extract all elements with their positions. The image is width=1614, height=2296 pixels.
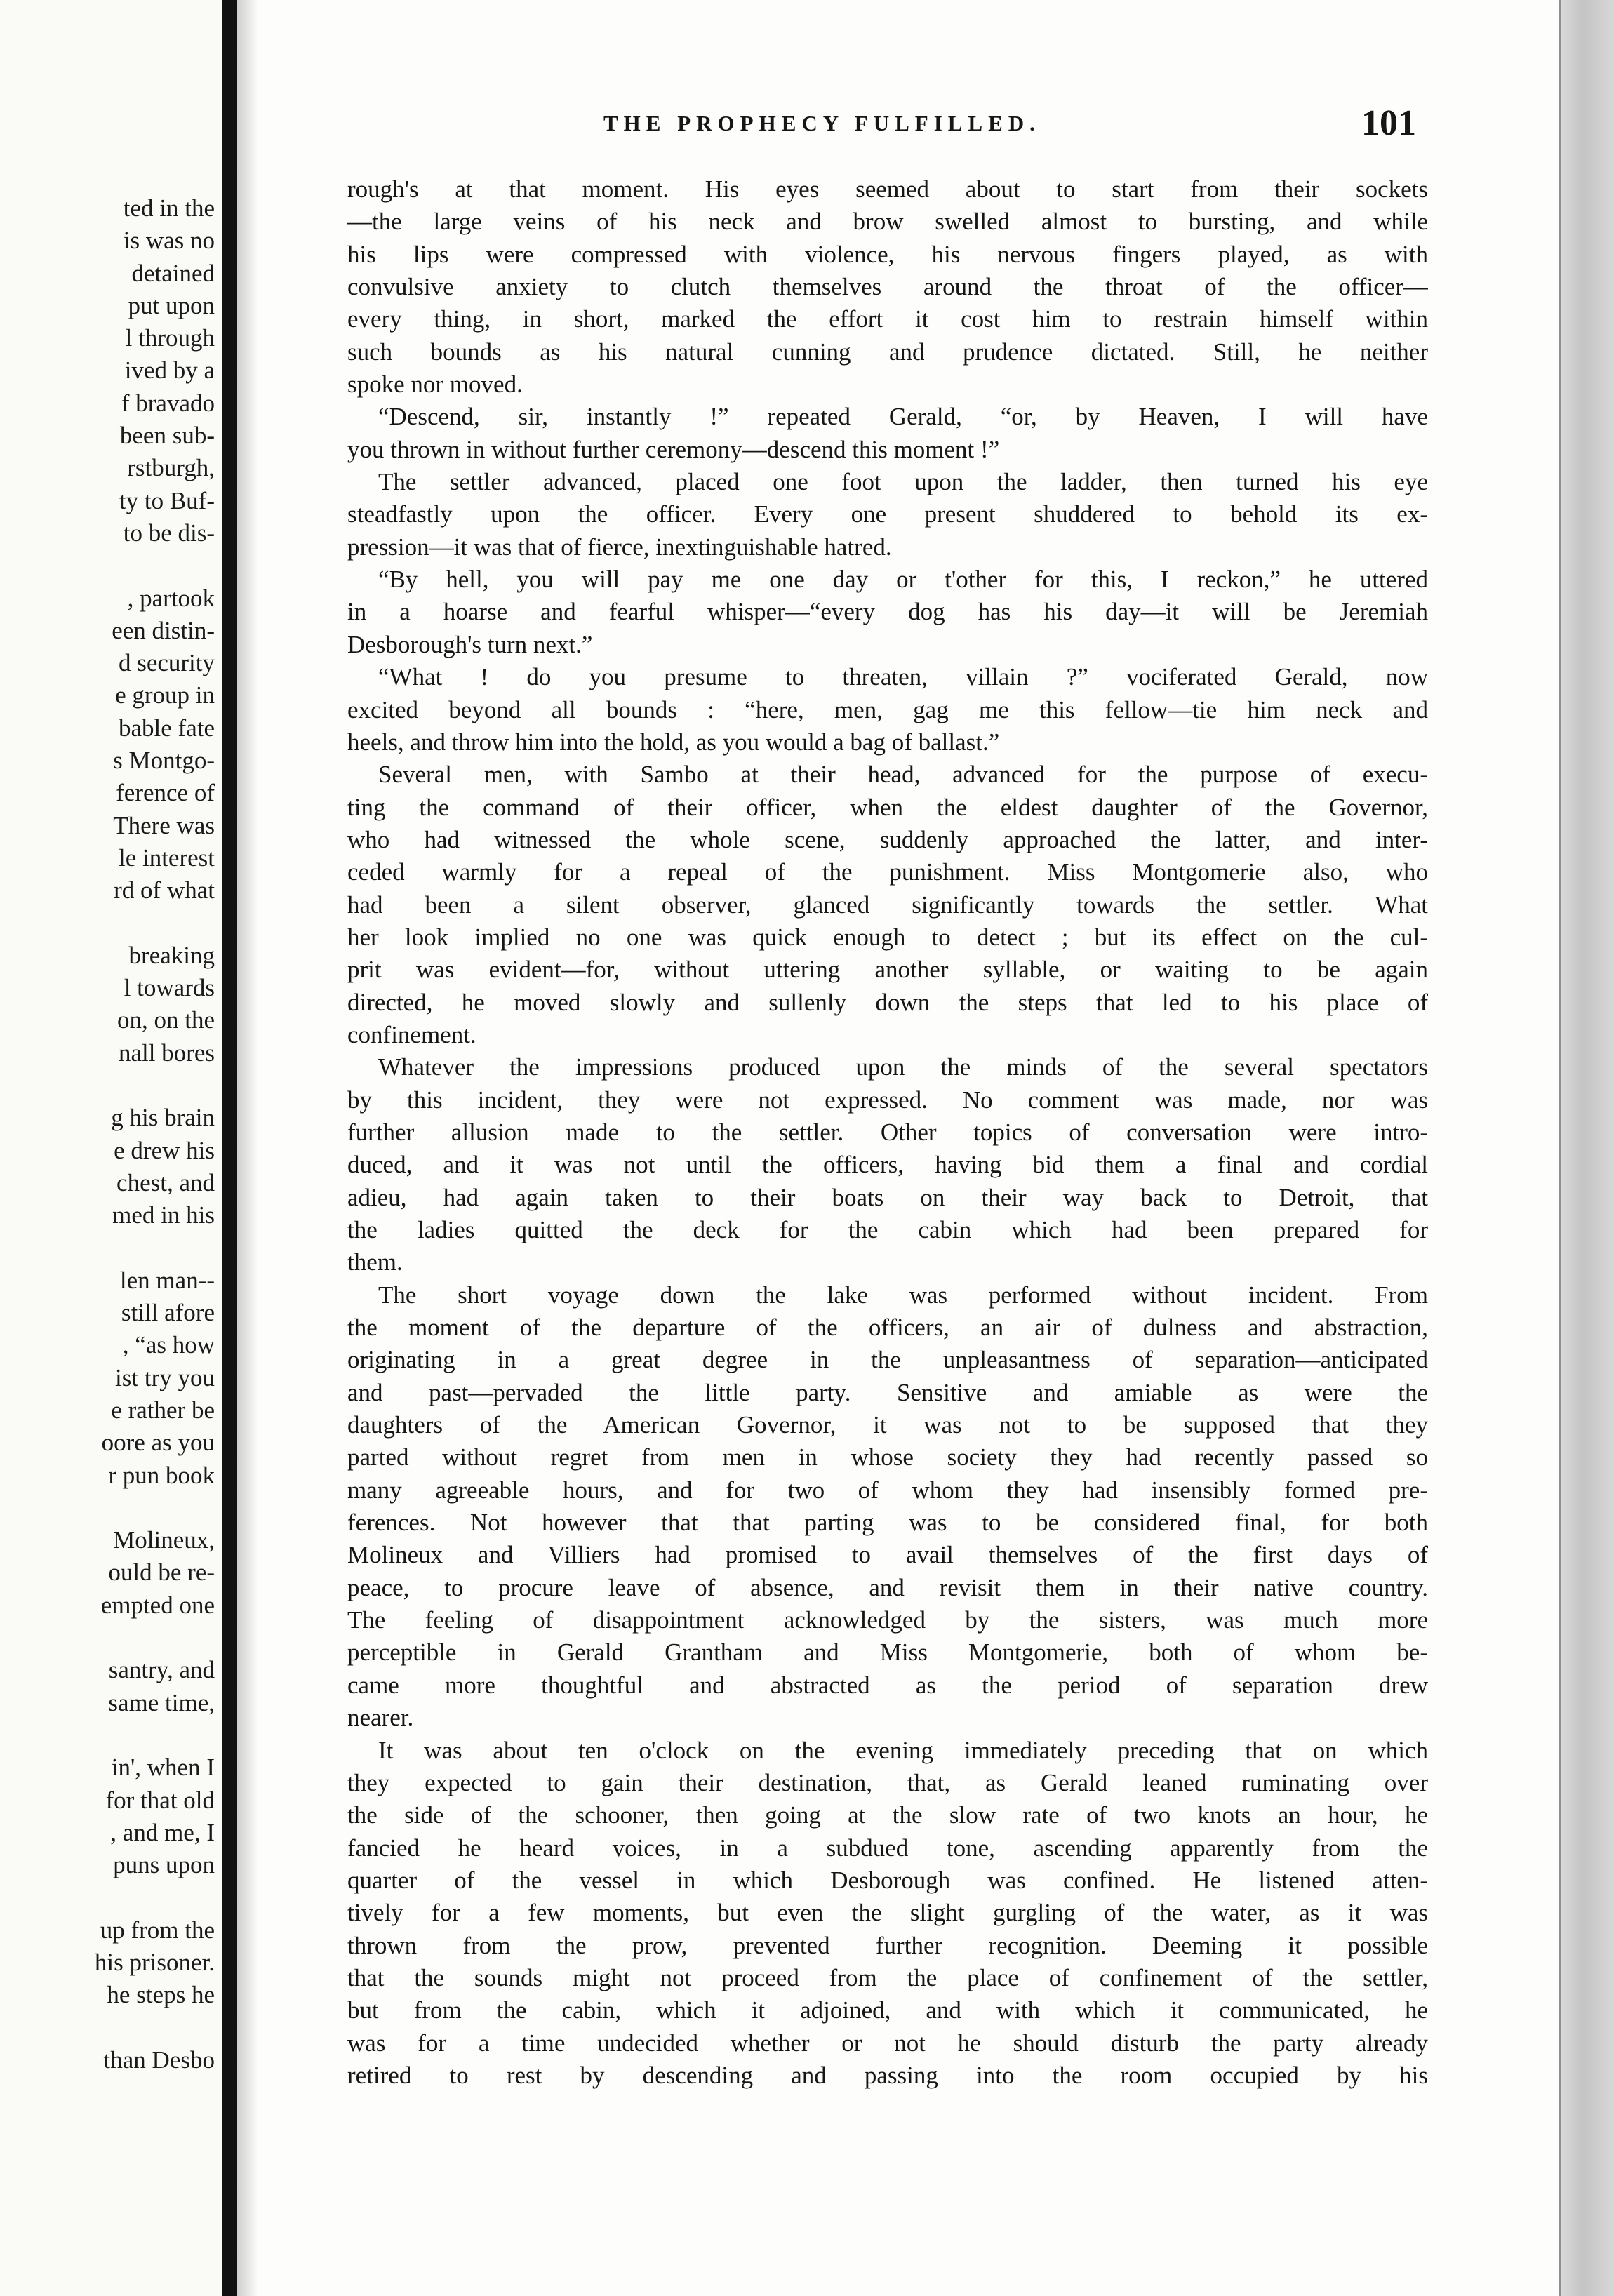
running-head	[603, 103, 1416, 147]
left-page-fragment-line: ould be re-	[108, 1559, 215, 1587]
body-text-line: daughters of the American Governor, it was not to be supposed that they	[347, 1411, 1428, 1439]
body-text-line: prit was evident—for, without uttering another syllable, or waiting to be again	[347, 956, 1428, 984]
left-page-fragment-line: ference of	[116, 779, 215, 807]
left-page	[0, 0, 222, 2296]
body-text-line: the moment of the departure of the officers, an air of dulness and abstraction,	[347, 1314, 1428, 1342]
left-page-fragment-line	[0, 1232, 219, 1264]
body-text-line: parted without regret from men in whose society they had recently passed so	[347, 1443, 1428, 1471]
body-text-line: them.	[347, 1248, 403, 1276]
body-text-line: the ladies quitted the deck for the cabin which had been prepared for	[347, 1216, 1428, 1243]
left-page-fragment-line: breaking	[128, 941, 215, 969]
left-page-fragment-line: g his brain	[111, 1104, 215, 1132]
left-page-fragment-line: empted one	[100, 1591, 215, 1619]
left-page-fragment-line: chest, and	[116, 1168, 215, 1196]
left-page-fragment-line: ty to Buf-	[119, 486, 215, 514]
left-page-fragment-line: len man--	[119, 1266, 215, 1294]
body-text-line: the side of the schooner, then going at the slow rate of two knots an hour, he	[347, 1801, 1428, 1829]
left-page-fragment-line: f bravado	[121, 389, 215, 417]
book-spine	[222, 0, 237, 2296]
page-fore-edge	[1561, 0, 1614, 2296]
body-text-line: was for a time undecided whether or not he should disturb the party already	[347, 2029, 1428, 2057]
left-page-fragment-line: rd of what	[114, 876, 215, 905]
left-page-fragment-line: l towards	[124, 974, 215, 1002]
body-text-line: every thing, in short, marked the effort it cost him to restrain himself within	[347, 305, 1428, 333]
left-page-fragment-line: he steps he	[107, 1981, 215, 2009]
left-page-fragment-line: rstburgh,	[127, 454, 215, 482]
left-page-fragment-line: ived by a	[124, 356, 215, 385]
body-text-line: they expected to gain their destination, that, as Gerald leaned ruminating over	[347, 1768, 1428, 1796]
body-text-line: “By hell, you will pay me one day or t'other for this, I reckon,” he uttered	[378, 566, 1428, 594]
left-page-fragment-line: r pun book	[108, 1461, 215, 1489]
left-page-fragment-line: santry, and	[108, 1656, 215, 1684]
body-text-line: thrown from the prow, prevented further recognition. Deeming it possible	[347, 1931, 1428, 1959]
left-page-fragment-line	[0, 1622, 219, 1654]
body-text-line: —the large veins of his neck and brow swelled almost to bursting, and while	[347, 208, 1428, 236]
left-page-fragment-line: still afore	[121, 1299, 215, 1327]
body-text-line: convulsive anxiety to clutch themselves around the throat of the officer—	[347, 273, 1428, 301]
left-page-fragment-line: Molineux,	[113, 1526, 215, 1554]
body-text-line: originating in a great degree in the unpleasantness of separation—anticipated	[347, 1346, 1428, 1374]
body-text-line: by this incident, they were not expressed. No comment was made, nor was	[347, 1086, 1428, 1114]
left-page-fragment-line: detained	[131, 259, 215, 287]
body-text-line: Molineux and Villiers had promised to avail themselves of the first days of	[347, 1541, 1428, 1569]
body-text-line: who had witnessed the whole scene, suddenly approached the latter, and inter-	[347, 825, 1428, 853]
body-text-line: tively for a few moments, but even the slight gurgling of the water, as it was	[347, 1899, 1428, 1927]
left-page-fragment-line: e rather be	[111, 1396, 215, 1424]
left-page-fragment-line: e drew his	[114, 1136, 215, 1164]
body-text-line: further allusion made to the settler. Other topics of conversation were intro-	[347, 1118, 1428, 1146]
body-text-line: “What ! do you presume to threaten, villain ?” vociferated Gerald, now	[378, 663, 1428, 691]
body-text-line: retired to rest by descending and passing into the room occupied by his	[347, 2061, 1428, 2089]
left-page-fragment-line: on, on the	[116, 1006, 215, 1034]
body-text-line: ceded warmly for a repeal of the punishment. Miss Montgomerie also, who	[347, 858, 1428, 886]
body-text-line: fancied he heard voices, in a subdued tone, ascending apparently from the	[347, 1834, 1428, 1862]
body-text-line: Several men, with Sambo at their head, advanced for the purpose of execu-	[378, 761, 1428, 789]
body-text-line: steadfastly upon the officer. Every one present shuddered to behold its ex-	[347, 500, 1428, 528]
left-page-fragment-line: same time,	[108, 1688, 215, 1716]
left-page-fragment-line: , “as how	[122, 1331, 215, 1359]
left-page-fragment-line: s Montgo-	[113, 747, 215, 775]
left-page-fragment-line	[0, 907, 219, 940]
left-page-fragment-line	[0, 1719, 219, 1751]
body-text-line: ting the command of their officer, when the eldest daughter of the Governor,	[347, 793, 1428, 821]
body-text-line: that the sounds might not proceed from the place of confinement of the settler,	[347, 1963, 1428, 1991]
left-page-fragment-line: up from the	[100, 1916, 215, 1944]
left-page-fragment-line: bable fate	[119, 714, 215, 742]
left-page-fragment-line: oore as you	[101, 1429, 215, 1457]
left-page-fragment-line: for that old	[105, 1786, 215, 1814]
body-text-line: had been a silent observer, glanced significantly towards the settler. What	[347, 890, 1428, 919]
body-text-line: heels, and throw him into the hold, as you would a bag of ballast.”	[347, 728, 1000, 756]
body-text-line: ferences. Not however that that parting was to be considered final, for both	[347, 1509, 1428, 1537]
body-text-line: perceptible in Gerald Grantham and Miss Montgomerie, both of whom be-	[347, 1638, 1428, 1667]
left-page-fragment-line: put upon	[128, 291, 215, 319]
body-text-line: excited beyond all bounds : “here, men, gag me this fellow—tie him neck and	[347, 695, 1428, 723]
running-head-title: THE PROPHECY FULFILLED.	[603, 111, 1041, 135]
left-page-fragment-line: l through	[125, 324, 215, 352]
body-text-line: came more thoughtful and abstracted as the period of separation drew	[347, 1671, 1428, 1699]
left-page-fragment-line: ted in the	[123, 194, 215, 222]
page-number: 101	[1361, 103, 1416, 143]
left-page-fragment-line: than Desbo	[103, 2045, 215, 2074]
spine-shadow	[237, 0, 258, 2296]
body-text-line: “Descend, sir, instantly !” repeated Gerald, “or, by Heaven, I will have	[378, 403, 1428, 431]
left-page-fragment-line: ist try you	[115, 1363, 215, 1391]
left-page-fragment-line: e group in	[115, 681, 215, 709]
body-text-line: many agreeable hours, and for two of whom they had insensibly formed pre-	[347, 1476, 1428, 1504]
body-text-line: his lips were compressed with violence, his nervous fingers played, as with	[347, 240, 1428, 268]
body-text-line: duced, and it was not until the officers, having bid them a final and cordial	[347, 1151, 1428, 1179]
body-text-line: pression—it was that of fierce, inextinguishable hatred.	[347, 533, 892, 561]
left-page-fragment-line	[0, 1881, 219, 1914]
body-text-line: Whatever the impressions produced upon the minds of the several spectators	[378, 1053, 1428, 1081]
left-page-fragment-line: to be dis-	[123, 519, 215, 547]
body-text-line: It was about ten o'clock on the evening immediately preceding that on which	[378, 1736, 1428, 1764]
left-page-text-fragments	[0, 192, 219, 2076]
body-text-line: Desborough's turn next.”	[347, 630, 593, 658]
left-page-fragment-line: med in his	[112, 1201, 215, 1229]
left-page-fragment-line: his prisoner.	[94, 1949, 215, 1977]
body-text-line: such bounds as his natural cunning and prudence dictated. Still, he neither	[347, 338, 1428, 366]
left-page-fragment-line: puns upon	[113, 1851, 215, 1879]
left-page-fragment-line: been sub-	[119, 422, 215, 450]
body-text-line: you thrown in without further ceremony—descend this moment !”	[347, 435, 1000, 463]
body-text-line: spoke nor moved.	[347, 371, 523, 399]
body-text-line: directed, he moved slowly and sullenly down the steps that led to his place of	[347, 988, 1428, 1016]
body-text-line: The feeling of disappointment acknowledged by the sisters, was much more	[347, 1606, 1428, 1634]
left-page-fragment-line: d security	[118, 649, 215, 677]
body-text-line: peace, to procure leave of absence, and revisit them in their native country.	[347, 1573, 1428, 1601]
body-text-line: her look implied no one was quick enough to detect ; but its effect on the cul-	[347, 923, 1428, 951]
left-page-fragment-line	[0, 1069, 219, 1102]
left-page-fragment-line: , partook	[127, 584, 215, 612]
left-page-fragment-line: is was no	[123, 227, 215, 255]
left-page-fragment-line	[0, 2012, 219, 2044]
body-text-line: The short voyage down the lake was performed without incident. From	[378, 1281, 1428, 1309]
left-page-fragment-line: le interest	[118, 843, 215, 872]
body-text-line: rough's at that moment. His eyes seemed about to start from their sockets	[347, 175, 1428, 203]
body-text-line: confinement.	[347, 1020, 476, 1048]
body-text-line: in a hoarse and fearful whisper—“every dog has his day—it will be Jeremiah	[347, 598, 1428, 626]
body-text-line: quarter of the vessel in which Desborough was confined. He listened atten-	[347, 1866, 1428, 1894]
body-text-line: but from the cabin, which it adjoined, and with which it communicated, he	[347, 1996, 1428, 2024]
left-page-fragment-line	[0, 549, 219, 582]
body-text-line: The settler advanced, placed one foot upon the ladder, then turned his eye	[378, 468, 1428, 496]
body-text-line: nearer.	[347, 1704, 414, 1732]
body-text-line: adieu, had again taken to their boats on their way back to Detroit, that	[347, 1183, 1428, 1211]
left-page-fragment-line: in', when I	[111, 1754, 215, 1782]
body-text-line: and past—pervaded the little party. Sensitive and amiable as were the	[347, 1378, 1428, 1406]
left-page-fragment-line: , and me, I	[110, 1818, 215, 1846]
left-page-fragment-line	[0, 1492, 219, 1524]
left-page-fragment-line: een distin-	[112, 616, 215, 644]
left-page-fragment-line: nall bores	[118, 1039, 215, 1067]
page-body-text	[347, 173, 1428, 2092]
left-page-fragment-line: There was	[113, 811, 215, 839]
